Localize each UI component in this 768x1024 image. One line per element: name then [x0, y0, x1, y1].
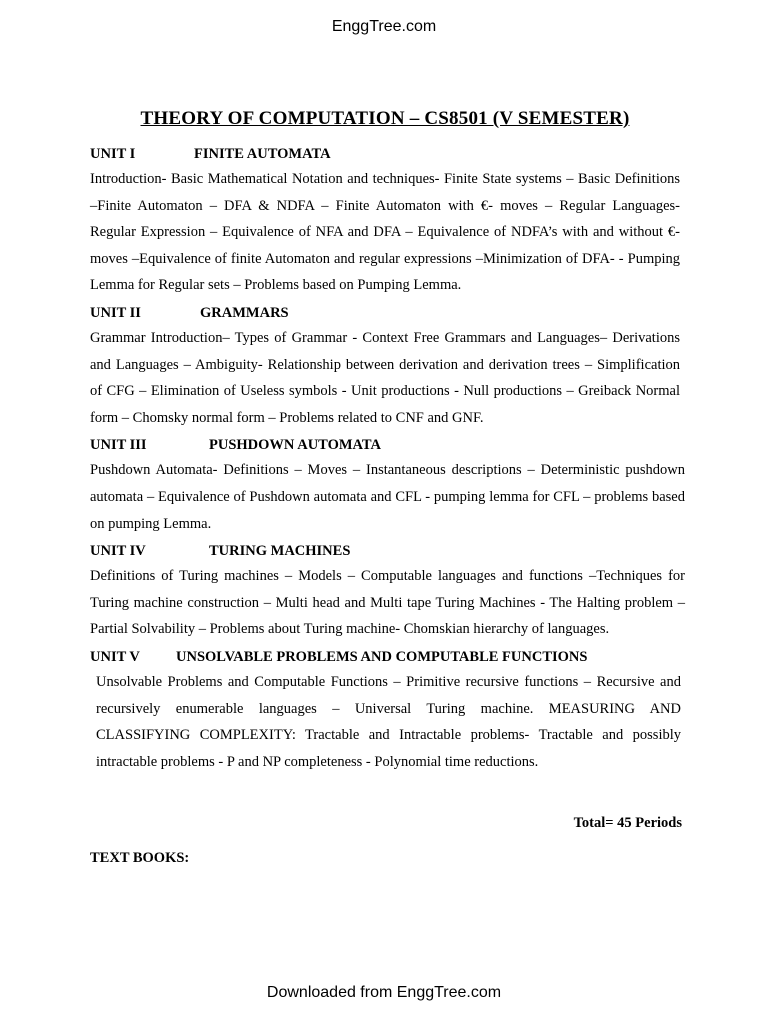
unit-title: PUSHDOWN AUTOMATA: [209, 437, 381, 454]
total-periods: Total= 45 Periods: [573, 815, 682, 832]
syllabus-document: [90, 108, 685, 868]
unit-body: Pushdown Automata- Definitions – Moves – Instantaneous descriptions – Deterministic pushdown automata – Equivalence of Pushdown automata and CFL - pumping lemma for CFL – problems based on pumping Lemma.: [90, 462, 685, 532]
unit-code: UNIT IV: [90, 543, 146, 560]
unit-code: UNIT V: [90, 648, 140, 665]
unit-code: UNIT II: [90, 304, 141, 321]
unit-title: FINITE AUTOMATA: [194, 146, 331, 162]
text-books-heading: TEXT BOOKS:: [90, 850, 190, 867]
unit-code: UNIT III: [90, 437, 147, 454]
unit-section: [90, 435, 685, 537]
unit-code: UNIT I: [90, 146, 136, 162]
unit-heading: [90, 647, 680, 667]
unit-section: [90, 144, 680, 299]
unit-title: GRAMMARS: [200, 304, 289, 321]
document-title: THEORY OF COMPUTATION – CS8501 (V SEMESTER): [140, 108, 630, 129]
unit-body: Unsolvable Problems and Computable Functions – Primitive recursive functions – Recursive and recursively enumerable languages – Universal Turing machine. MEASURING AND CLASSIFYING COMPLEXITY: Tractable and Intractable problems- Tractable and possibly intractable problems - P and NP completeness - Polynomial time reductions.: [96, 673, 681, 770]
unit-heading: [90, 303, 680, 323]
unit-body: Grammar Introduction– Types of Grammar - Context Free Grammars and Languages– Derivations and Languages – Ambiguity- Relationship between derivation and derivation trees – Simplification of CFG – Elimination of Useless symbols - Unit productions - Null productions – Greiback Normal form – Chomsky normal form – Problems related to CNF and GNF.: [90, 329, 680, 426]
unit-heading: [90, 541, 680, 561]
unit-body: Definitions of Turing machines – Models – Computable languages and functions –Techniques for Turing machine construction – Multi head and Multi tape Turing Machines - The Halting problem –Partial Solvability – Problems about Turing machine- Chomskian hierarchy of languages.: [90, 568, 685, 638]
unit-section: [90, 541, 685, 643]
site-footer: Downloaded from EnggTree.com: [266, 984, 502, 1001]
unit-section: [90, 303, 680, 431]
unit-heading: [90, 144, 680, 164]
site-header: EnggTree.com: [331, 18, 437, 35]
unit-body: Introduction- Basic Mathematical Notation and techniques- Finite State systems – Basic Definitions –Finite Automaton – DFA & NDFA – Finite Automaton with €- moves – Regular Languages- Regular Expression – Equivalence of NFA and DFA – Equivalence of NDFA’s with and without €-moves –Equivalence of finite Automaton and regular expressions –Minimization of DFA- - Pumping Lemma for Regular sets – Problems based on Pumping Lemma.: [90, 171, 680, 294]
unit-title: UNSOLVABLE PROBLEMS AND COMPUTABLE FUNCTIONS: [176, 648, 588, 665]
unit-section: [90, 647, 680, 775]
unit-heading: [90, 435, 680, 455]
unit-title: TURING MACHINES: [209, 543, 351, 560]
